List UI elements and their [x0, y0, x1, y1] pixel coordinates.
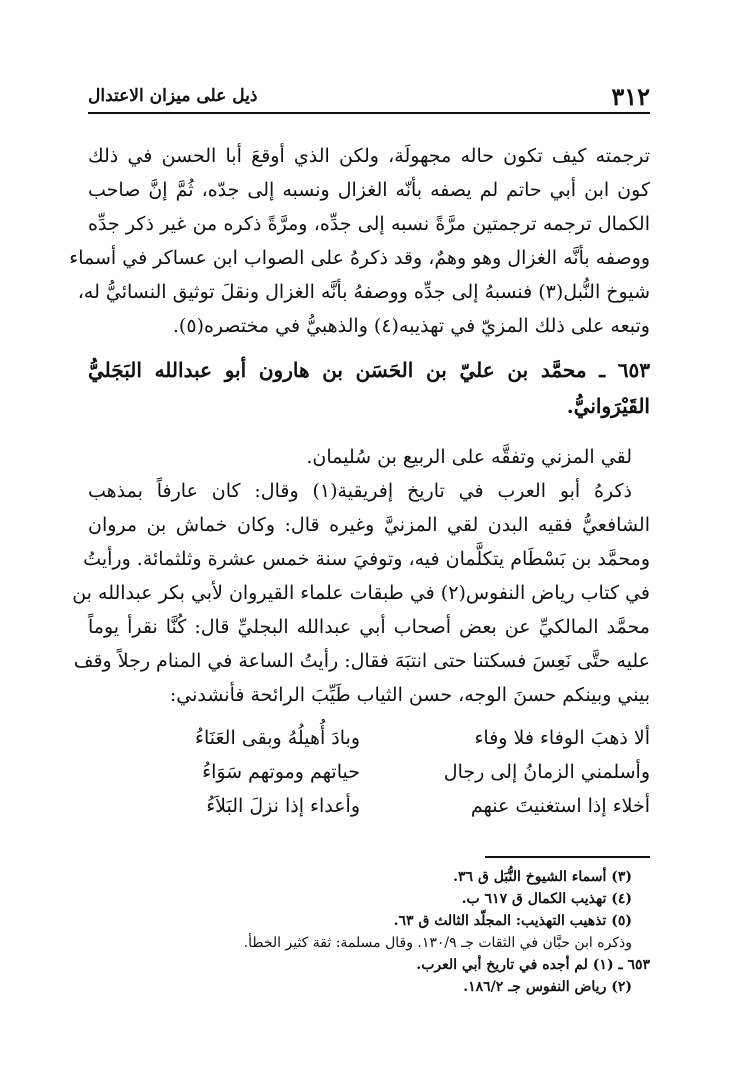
footnote: ٦٥٣ ـ (١) لم أجده في تاريخ أبي العرب.: [416, 957, 650, 973]
footnotes: [88, 866, 650, 998]
poem-second-hemistich: حياتهم وموتهم سَوَاءُ: [202, 761, 360, 783]
text-line: شيوخ النُّبل(٣) فنسبهُ إلى جدِّه ووصفهُ بأنَّه الغزال ونقلَ توثيق النسائيُّ له،: [77, 281, 650, 303]
entry-heading-line: ٦٥٣ ـ محمَّد بن عليّ بن الحَسَن بن هارون أبو عبدالله البَجَليُّ: [88, 358, 650, 382]
text-line: عليه حتَّى نَعِسَ فسكتنا حتى انتبَهَ فقال: رأيتُ الساعة في المنام رجلاً وقف: [73, 650, 650, 672]
paragraph-bottom: [72, 474, 650, 712]
footnote: (٥) تذهيب التهذيب: المجلّد الثالث ق ٦٣.: [393, 913, 632, 929]
text-line: ووصفه بأنَّه الغزال وهو وهمٌ، وقد ذكرهُ على الصواب ابن عساكر في أسماء: [69, 247, 650, 269]
text-line: ومحمَّد بن بَسْطَام يتكلَّمان فيه، وتوفيَ سنة خمس عشرة وثلثمائة. ورأيتُ: [83, 548, 650, 570]
poem: [120, 721, 650, 823]
footnote: وذكره ابن حبَّان في الثقات جـ ١٣٠/٩. وقال مسلمة: ثقة كثير الخطأ.: [243, 935, 632, 951]
text-line: ترجمته كيف تكون حاله مجهولَة، ولكن الذي أوقعَ أبا الحسن في ذلك: [88, 145, 650, 167]
poem-second-hemistich: وبادَ أُهيلُهُ وبقى العَنَاءُ: [195, 727, 360, 749]
poem-verse: [120, 789, 650, 823]
text-line: الكمال ترجمه ترجمتين مرَّةً نسبه إلى جدِّه، ومرَّةً ذكره من غير ذكر جدِّه: [88, 213, 650, 235]
poem-first-hemistich: ألا ذهبَ الوفاء فلا وفاء: [474, 727, 650, 749]
paragraph-short: [88, 440, 650, 474]
footnote-divider: [485, 856, 650, 858]
page-header: [88, 82, 650, 114]
page-number: ٣١٢: [611, 82, 650, 111]
footnote: (٢) رياض النفوس جـ ١٨٦/٢.: [463, 979, 632, 995]
footnote: (٣) أسماء الشيوخ النُّبَل ق ٣٦.: [453, 869, 632, 885]
text-line: لقي المزني وتفقَّه على الربيع بن سُليمان.: [306, 446, 632, 468]
poem-first-hemistich: وأسلمني الزمانُ إلى رجال: [443, 761, 650, 783]
entry-heading-line: القَيْرَوانيُّ.: [566, 394, 650, 418]
text-line: كون ابن أبي حاتم لم يصفه بأنّه الغزال ونسبه إلى جدّه، ثُمَّ إنَّ صاحب: [88, 179, 650, 201]
text-line: بيني وبينكم حسنَ الوجه، حسن الثياب طَيِّبَ الرائحة فأنشدني:: [169, 684, 650, 706]
text-line: محمَّد المالكيِّ عن بعض أصحاب أبي عبدالله البجليِّ قال: كُنَّا نقرأ يوماً: [88, 616, 650, 638]
footnote: (٤) تهذيب الكمال ق ٦١٧ ب.: [461, 891, 632, 907]
running-title: ذيل على ميزان الاعتدال: [88, 86, 258, 106]
text-line: في كتاب رياض النفوس(٢) في طبقات علماء القيروان لأبي بكر عبدالله بن: [72, 582, 650, 604]
text-line: ذكرهُ أبو العرب في تاريخ إفريقية(١) وقال: كان عارفاً بمذهب: [88, 480, 632, 502]
poem-second-hemistich: وأعداء إذا نزلَ البَلاَءُ: [206, 795, 360, 817]
paragraph-top: [69, 139, 650, 343]
text-line: الشافعيُّ فقيه البدن لقي المزنيَّ وغيره قال: وكان خماش بن مروان: [88, 514, 650, 536]
poem-verse: [120, 721, 650, 755]
poem-verse: [120, 755, 650, 789]
entry-heading: [88, 352, 650, 424]
text-line: وتبعه على ذلك المزيّ في تهذيبه(٤) والذهبيُّ في مختصره(٥).: [172, 315, 650, 337]
poem-first-hemistich: أخلاء إذا استغنيتَ عنهم: [470, 795, 650, 817]
